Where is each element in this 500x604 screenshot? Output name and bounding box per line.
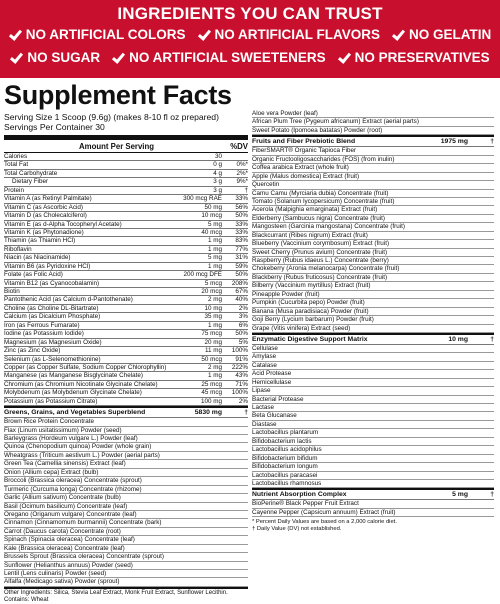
ingredient-item: Cinnamon (Cinnamomum burmannii) Concentrate (bark) (4, 519, 248, 527)
nutrient-amount: 40 mcg (201, 228, 222, 236)
nutrient-name: Folate (as Folic Acid) (4, 271, 63, 279)
nutrient-name: Total Fat (4, 161, 29, 169)
nutrient-row (4, 153, 248, 161)
nutrient-amount: 20 mg (204, 338, 222, 346)
divider (4, 135, 248, 140)
ingredient-item: Diastase (252, 421, 494, 429)
blend-dv: † (244, 409, 248, 417)
claim-label: NO ARTIFICIAL SWEETENERS (129, 50, 326, 65)
dv-header: %DV (230, 142, 248, 151)
amount-header: Amount Per Serving (79, 142, 154, 151)
ingredient-item: Quinoa (Chenopodium quinoa) Powder (whole grain) (4, 443, 248, 451)
ingredient-item: Beta Glucanase (252, 412, 494, 420)
nutrient-dv: 43% (235, 372, 248, 380)
nutrient-amount: 50 mg (204, 203, 222, 211)
ingredient-item: Sweet Potato (Ipomoea batatas) Powder (root) (252, 127, 494, 135)
claim-label: NO ARTIFICIAL FLAVORS (214, 27, 380, 42)
ingredient-item: Lactase (252, 404, 494, 412)
nutrient-name: Iodine (as Potassium Iodide) (4, 330, 84, 338)
ingredient-item: Barleygrass (Hordeum vulgare L.) Powder (leaf) (4, 435, 248, 443)
nutrient-name: Niacin (as Niacinamide) (4, 254, 71, 262)
enzymes-ingredient-list (252, 345, 494, 488)
nutrient-dv: 83% (235, 237, 248, 245)
ingredient-item: Coffea arabica Extract (whole fruit) (252, 164, 494, 172)
nutrient-name: Total Carbohydrate (4, 169, 58, 177)
ingredient-item: Turmeric (Curcuma longa) Concentrate (rhizome) (4, 486, 248, 494)
nutrient-amount: 2 mg (208, 296, 222, 304)
ingredient-item: Lactobacillus plantarum (252, 429, 494, 437)
nutrient-name: Chromium (as Chromium Nicotinate Glycinate Chelate) (4, 380, 158, 388)
nutrient-amount: 3 g (213, 186, 222, 194)
claims-row-1 (0, 27, 500, 42)
nutrient-name: Vitamin A (as Retinyl Palmitate) (4, 195, 92, 203)
nutrient-row (4, 288, 248, 296)
nutrient-amount: 4 g (213, 169, 222, 177)
blend-amount: 1975 mg (440, 138, 468, 146)
nutrient-row (4, 381, 248, 389)
nutrient-name: Vitamin B6 (as Pyridoxine HCl) (4, 262, 91, 270)
claim-label: NO ARTIFICIAL COLORS (25, 27, 186, 42)
nutrient-row (4, 305, 248, 313)
ingredient-item: Onion (Allium cepa) Extract (bulb) (4, 469, 248, 477)
ingredient-item: African Plum Tree (Pygeum africanum) Extract (aerial parts) (252, 118, 494, 126)
nutrient-name: Copper (as Copper Sulfate, Sodium Copper Chlorophyllin) (4, 363, 167, 371)
blend-dv: † (490, 335, 494, 343)
blend-name: Greens, Grains, and Vegetables Superblend (4, 409, 146, 417)
nutrient-row (4, 170, 248, 178)
nutrient-amount: 300 mcg RAE (183, 195, 222, 203)
nutrient-row (4, 178, 248, 186)
nutrient-name: Molybdenum (as Molybdenum Glycinate Chelate) (4, 389, 142, 397)
other-ingredients: Other Ingredients: Silica, Stevia Leaf Extract, Monk Fruit Extract, Sunflower Lecithin. Contains: Wheat (4, 587, 248, 604)
blend-dv: † (490, 491, 494, 499)
claim-label: NO GELATIN (409, 27, 492, 42)
nutrient-dv: 59% (235, 262, 248, 270)
nutrient-row (4, 347, 248, 355)
blend-dv: † (490, 138, 494, 146)
blend-amount: 5 mg (452, 491, 468, 499)
ingredient-item: Bifidobacterium bifidum (252, 455, 494, 463)
ingredient-item: Acerola (Malpighia emarginata) Extract (fruit) (252, 206, 494, 214)
ingredient-item: Bifidobacterium lactis (252, 438, 494, 446)
ingredient-item: Elderberry (Sambucus nigra) Concentrate (fruit) (252, 215, 494, 223)
nutrient-amount: 1 mg (208, 237, 222, 245)
ingredient-item: BioPerine® Black Pepper Fruit Extract (252, 500, 494, 508)
nutrient-amount: 1 mg (208, 372, 222, 380)
nutrient-name: Thiamin (as Thiamin HCl) (4, 237, 76, 245)
nutrient-dv: 67% (235, 288, 248, 295)
ingredient-item: Tomato (Solanum lycopersicum) Concentrate (fruit) (252, 198, 494, 206)
ingredient-item: Grape (Vitis vinifera) Extract (seed) (252, 325, 494, 333)
nutrient-amount: 2 mg (208, 363, 222, 371)
nutrient-dv: 50% (235, 271, 248, 279)
nutrient-row (4, 339, 248, 347)
nutrient-amount: 5 mg (208, 254, 222, 262)
ingredient-item: Raspberry (Rubus idaeus L.) Concentrate (berry) (252, 257, 494, 265)
nutrient-dv: 56% (235, 203, 248, 211)
footnotes (252, 519, 494, 533)
nutrient-dv: 100% (231, 347, 248, 355)
nutrient-dv: 33% (235, 228, 248, 236)
nutrient-row (4, 356, 248, 364)
greens-ingredient-list (4, 418, 248, 587)
nutrient-dv: 5% (238, 338, 248, 346)
blend-name: Fruits and Fiber Prebiotic Blend (252, 138, 356, 146)
claim-no-artificial-flavors (198, 27, 381, 42)
nutrient-amount: 1 mg (208, 262, 222, 270)
ingredient-item: Green Tea (Camellia sinensis) Extract (leaf) (4, 460, 248, 468)
nutrient-row (4, 280, 248, 288)
ingredient-item: Banana (Musa paradisiaca) Powder (fruit) (252, 308, 494, 316)
claims-row-2 (0, 50, 500, 65)
nutrient-row (4, 221, 248, 229)
nutrient-amount: 5 mg (208, 220, 222, 228)
nutrient-name: Selenium (as L-Selenomethionine) (4, 355, 101, 363)
nutrient-amount: 0 g (213, 161, 222, 169)
right-column (252, 110, 494, 533)
nutrient-amount: 50 mcg (201, 355, 222, 363)
ingredient-item: Acid Protease (252, 370, 494, 378)
ingredient-item: Apple (Malus domestica) Extract (fruit) (252, 173, 494, 181)
claim-label: NO SUGAR (27, 50, 101, 65)
serving-info (4, 112, 219, 132)
nutrient-dv: 6% (238, 321, 248, 329)
claim-no-artificial-sweeteners (112, 50, 326, 65)
ingredient-item: Pineapple Powder (fruit) (252, 291, 494, 299)
serving-size: Serving Size 1 Scoop (9.6g) (makes 8-10 fl oz prepared) (4, 112, 219, 122)
nutrient-amount: 45 mcg (201, 389, 222, 397)
ingredient-item: FiberSMART® Organic Tapioca Fiber (252, 147, 494, 155)
nutrient-row (4, 271, 248, 279)
ingredient-item: Wheatgrass (Triticum aestivum L.) Powder (aerial parts) (4, 452, 248, 460)
nutrient-dv: 2% (238, 397, 248, 405)
nutrient-dv: 33% (235, 220, 248, 228)
ingredient-item: Bifidobacterium longum (252, 463, 494, 471)
nutrient-amount: 1 mg (208, 245, 222, 253)
ingredient-item: Lactobacillus rhamnosus (252, 480, 494, 488)
greens-blend-header (4, 406, 248, 418)
servings-per-container: Servings Per Container 30 (4, 122, 105, 132)
ingredient-item: Camu Camu (Myrciaria dubia) Concentrate (fruit) (252, 190, 494, 198)
nutrient-dv: 71% (235, 380, 248, 388)
ingredient-item: Carrot (Daucus carota) Concentrate (root) (4, 528, 248, 536)
fruits-blend-header (252, 135, 494, 147)
ingredient-item: Mangosteen (Garcinia mangostana) Concentrate (fruit) (252, 223, 494, 231)
checkmark-icon (198, 28, 211, 41)
ingredient-item: Oregano (Origanum vulgare) Concentrate (leaf) (4, 511, 248, 519)
blend-name: Enzymatic Digestive Support Matrix (252, 335, 368, 343)
claim-label: NO PRESERVATIVES (354, 50, 490, 65)
ingredient-item: Cayenne Pepper (Capsicum annuum) Extract (fruit) (252, 509, 494, 517)
nutrient-amount: 10 mg (204, 304, 222, 312)
ingredient-item: Sunflower (Helianthus annuus) Powder (seed) (4, 562, 248, 570)
left-column (4, 142, 248, 604)
nutrient-row (4, 212, 248, 220)
nutrient-name: Magnesium (as Magnesium Oxide) (4, 338, 102, 346)
column-header (4, 142, 248, 153)
nutrient-row (4, 364, 248, 372)
nutrient-row (4, 296, 248, 304)
nutrient-list (4, 153, 248, 406)
ingredient-item: Amylase (252, 353, 494, 361)
facts-title: Supplement Facts (4, 80, 232, 110)
nutrient-name: Dietary Fiber (12, 178, 49, 186)
nutrient-amount: 20 mcg (201, 288, 222, 295)
absorption-ingredient-list (252, 500, 494, 517)
nutrient-row (4, 372, 248, 380)
ingredient-item: Chokeberry (Aronia melanocarpa) Concentrate (fruit) (252, 265, 494, 273)
ingredient-item: Aloe vera Powder (leaf) (252, 110, 494, 118)
nutrient-dv: 3% (238, 313, 248, 321)
banner-title: INGREDIENTS YOU CAN TRUST (117, 4, 383, 23)
ingredient-item: Alfalfa (Medicago sativa) Powder (sprout) (4, 578, 248, 586)
nutrient-name: Potassium (as Potassium Citrate) (4, 397, 98, 405)
nutrient-amount: 3 g (213, 178, 222, 186)
ingredient-item: Quercetin (252, 181, 494, 189)
ingredient-item: Brown Rice Protein Concentrate (4, 418, 248, 426)
checkmark-icon (338, 51, 351, 64)
supplement-facts-panel (4, 80, 494, 603)
ingredient-item: Basil (Ocimum basilicum) Concentrate (leaf) (4, 503, 248, 511)
checkmark-icon (10, 51, 23, 64)
ingredient-item: Blueberry (Vaccinium corymbosum) Extract (fruit) (252, 240, 494, 248)
nutrient-amount: 30 (214, 153, 222, 160)
nutrient-row (4, 313, 248, 321)
nutrient-row (4, 187, 248, 195)
nutrient-amount: 35 mg (204, 313, 222, 321)
nutrient-row (4, 246, 248, 254)
ingredient-item: Lentil (Lens culinaris) Powder (seed) (4, 570, 248, 578)
nutrient-dv: 33% (235, 195, 248, 203)
claim-no-preservatives (338, 50, 490, 65)
ingredient-item: Kale (Brassica oleracea) Concentrate (leaf) (4, 545, 248, 553)
nutrient-dv: 9%* (236, 178, 248, 186)
ingredient-item: Blackcurrant (Ribes nigrum) Extract (fruit) (252, 232, 494, 240)
nutrient-dv: 77% (235, 245, 248, 253)
nutrient-dv: 222% (231, 363, 248, 371)
nutrient-amount: 5 mcg (204, 279, 222, 287)
fruits-ingredient-list (252, 147, 494, 333)
ingredient-item: Brussels Sprout (Brassica oleracea) Concentrate (sprout) (4, 553, 248, 561)
ingredient-item: Flax (Linum usitatissimum) Powder (seed) (4, 427, 248, 435)
ingredients-banner (0, 0, 500, 78)
checkmark-icon (9, 28, 22, 41)
claim-no-artificial-colors (9, 27, 186, 42)
nutrient-amount: 25 mcg (201, 380, 222, 388)
ingredient-item: Sweet Cherry (Prunus avium) Concentrate (fruit) (252, 249, 494, 257)
checkmark-icon (112, 51, 125, 64)
nutrient-row (4, 398, 248, 406)
nutrient-name: Protein (4, 186, 24, 194)
enzymes-blend-header (252, 333, 494, 345)
footnote-dv-not-established: † Daily Value (DV) not established. (252, 526, 342, 533)
nutrient-row (4, 322, 248, 330)
ingredient-item: Goji Berry (Lycium barbarum) Powder (fruit) (252, 316, 494, 324)
nutrient-name: Choline (as Choline DL-Bitartrate) (4, 304, 99, 312)
nutrient-dv: † (244, 186, 248, 194)
footnote-dv-basis: * Percent Daily Values are based on a 2,000 calorie diet. (252, 519, 397, 526)
nutrient-row (4, 330, 248, 338)
ingredient-item: Lactobacillus acidophilus (252, 446, 494, 454)
nutrient-row (4, 204, 248, 212)
nutrient-amount: 11 mg (204, 347, 222, 355)
nutrient-row (4, 229, 248, 237)
nutrient-name: Vitamin K (as Phytonadione) (4, 228, 84, 236)
ingredient-item: Bilberry (Vaccinium myrtillus) Extract (fruit) (252, 282, 494, 290)
ingredient-item: Spinach (Spinacia oleracea) Concentrate (leaf) (4, 536, 248, 544)
ingredient-item: Catalase (252, 362, 494, 370)
nutrient-dv: 50% (235, 212, 248, 220)
nutrient-name: Manganese (as Manganese Bisglycinate Chelate) (4, 372, 143, 380)
nutrient-name: Vitamin E (as d-Alpha Tocopheryl Acetate) (4, 220, 122, 228)
nutrient-dv: 31% (235, 254, 248, 262)
nutrient-row (4, 389, 248, 397)
nutrient-amount: 200 mcg DFE (183, 271, 222, 279)
nutrient-name: Vitamin C (as Ascorbic Acid) (4, 203, 83, 211)
nutrient-dv: 2% (238, 304, 248, 312)
ingredient-item: Blackberry (Rubus fruticosus) Concentrate (fruit) (252, 274, 494, 282)
ingredient-item: Garlic (Allium sativum) Concentrate (bulb) (4, 494, 248, 502)
nutrient-amount: 100 mg (200, 397, 222, 405)
nutrient-name: Zinc (as Zinc Oxide) (4, 347, 61, 355)
nutrient-row (4, 195, 248, 203)
blend-name: Nutrient Absorption Complex (252, 491, 347, 499)
nutrient-dv: 50% (235, 330, 248, 338)
claim-no-sugar (10, 50, 100, 65)
continued-greens-list (252, 110, 494, 135)
nutrient-dv: 100% (231, 389, 248, 397)
nutrient-name: Riboflavin (4, 245, 32, 253)
nutrient-name: Biotin (4, 288, 20, 295)
nutrient-name: Calcium (as Dicalcium Phosphate) (4, 313, 101, 321)
nutrient-row (4, 237, 248, 245)
checkmark-icon (392, 28, 405, 41)
ingredient-item: Pumpkin (Cucurbita pepo) Powder (fruit) (252, 299, 494, 307)
claim-no-gelatin (392, 27, 491, 42)
ingredient-item: Organic Fructooligosaccharides (FOS) (from inulin) (252, 156, 494, 164)
nutrient-name: Vitamin B12 (as Cyanocobalamin) (4, 279, 100, 287)
nutrient-amount: 10 mcg (201, 212, 222, 220)
nutrient-amount: 1 mg (208, 321, 222, 329)
nutrient-name: Calories (4, 153, 28, 160)
blend-amount: 5830 mg (194, 409, 222, 417)
nutrient-row (4, 254, 248, 262)
nutrient-dv: 91% (235, 355, 248, 363)
nutrient-amount: 75 mcg (201, 330, 222, 338)
blend-amount: 10 mg (448, 335, 468, 343)
ingredient-item: Lactobacillus paracasei (252, 472, 494, 480)
nutrient-row (4, 263, 248, 271)
nutrient-name: Vitamin D (as Cholecalciferol) (4, 212, 87, 220)
absorption-blend-header (252, 488, 494, 500)
ingredient-item: Lipase (252, 387, 494, 395)
ingredient-item: Cellulase (252, 345, 494, 353)
nutrient-name: Pantothenic Acid (as Calcium d-Pantothenate) (4, 296, 133, 304)
ingredient-item: Hemicellulase (252, 379, 494, 387)
nutrient-dv: 40% (235, 296, 248, 304)
nutrient-dv: 2%* (236, 169, 248, 177)
nutrient-row (4, 161, 248, 169)
ingredient-item: Bacterial Protease (252, 396, 494, 404)
nutrient-dv (222, 153, 248, 160)
ingredient-item: Broccoli (Brassica oleracea) Concentrate (sprout) (4, 477, 248, 485)
nutrient-dv: 208% (231, 279, 248, 287)
nutrient-name: Iron (as Ferrous Fumarate) (4, 321, 80, 329)
nutrient-dv: 0%* (236, 161, 248, 169)
